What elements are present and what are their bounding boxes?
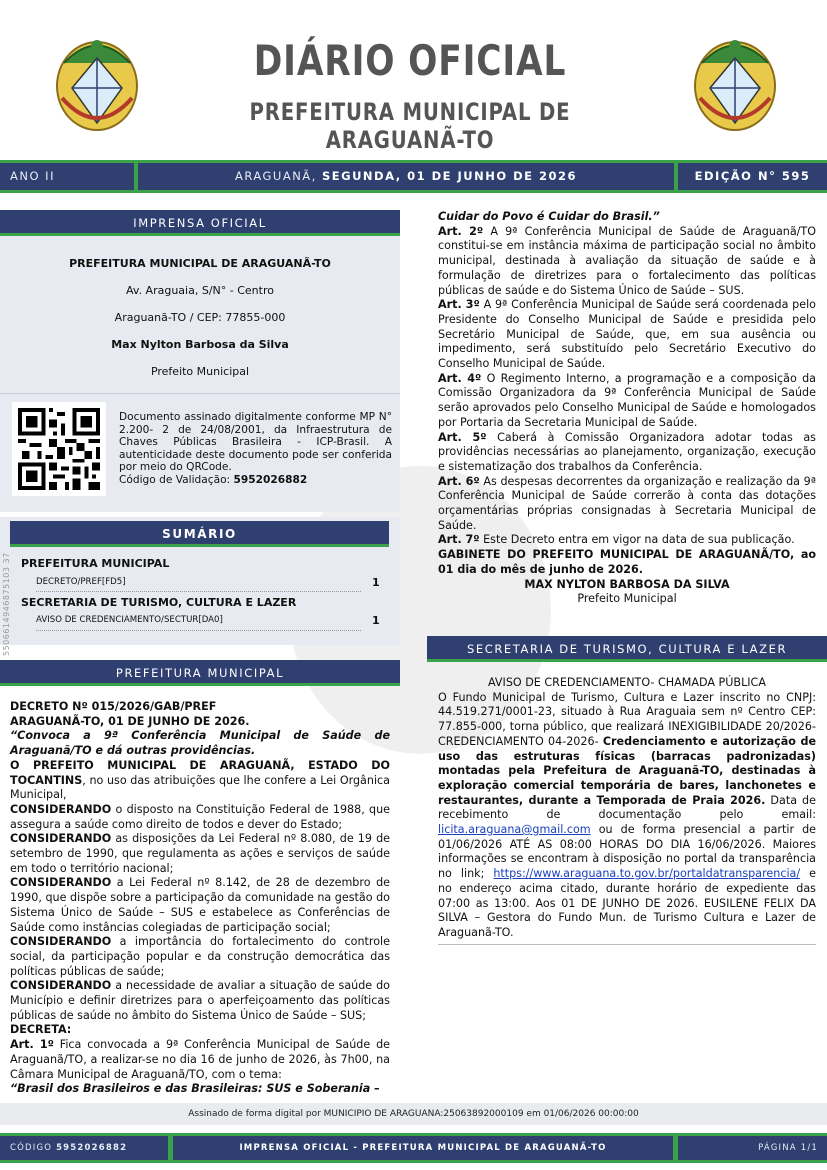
sumario-section-title: SECRETARIA DE TURISMO, CULTURA E LAZER <box>21 596 297 609</box>
page-subtitle: PREFEITURA MUNICIPAL DE ARAGUANÃ-TO <box>249 98 571 154</box>
decree-left-column: DECRETO Nº 015/2026/GAB/PREF ARAGUANÃ-TO, 01 DE JUNHO DE 2026. “Convoca a 9ª Conferência Municipal de Saúde de Araguanã/TO e dá outras providências. O PREFEITO MUNICIPAL DE ARAGUANÃ, ESTADO DO TOCANTINS, no uso das atribuições que lhe confere a Lei Orgânica Municipal, CONSIDERANDO o disposto na Constituição Federal de 1988, que assegura a saúde como direito de todos e dever do Estado; CONSIDERANDO as disposições da Lei Federal nº 8.080, de 19 de setembro de 1990, que regulamenta as ações e serviços de saúde em todo o território nacional; CONSIDERANDO a Lei Federal nº 8.142, de 28 de dezembro de 1990, que dispõe sobre a participação da comunidade na gestão do Sistema Único de Saúde – SUS e estabelece as Conferências de Saúde como instâncias colegiadas de participação social; CONSIDERANDO a importância do fortalecimento do controle social, da participação popular e da construção democrática das políticas públicas de saúde; CONSIDERANDO a necessidade de avaliar a situação de saúde do Município e definir diretrizes para o aperfeiçoamento das políticas públicas de saúde no âmbito do Sistema Único de Saúde – SUS; DECRETA: Art. 1º Fica convocada a 9ª Conferência Municipal de Saúde de Araguanã/TO, a realizar-se no dia 16 de junho de 2026, às 7h00, na Câmara Municipal de Araguanã/TO, com o tema: “Brasil dos Brasileiros e das Brasileiras: SUS e Soberania – <box>10 700 390 1096</box>
email-link[interactable]: licita.araguana@gmail.com <box>438 823 591 837</box>
org-name: PREFEITURA MUNICIPAL DE ARAGUANÃ-TO <box>69 257 331 270</box>
edition-bar <box>0 160 827 193</box>
page-title: DIÁRIO OFICIAL <box>253 36 567 85</box>
sumario-section-title: PREFEITURA MUNICIPAL <box>21 557 170 570</box>
secretaria-header: SECRETARIA DE TURISMO, CULTURA E LAZER <box>427 636 827 662</box>
qrcode-icon[interactable] <box>12 402 106 496</box>
signature-notice: Documento assinado digitalmente conforme MP N° 2.200- 2 de 24/08/2001, da Infraestrutura de Chaves Públicas Brasileira - ICP-Brasil. A autenticidade deste documento pode ser conferida por meio do QRCode. Código de Validação: 5952026882 <box>119 411 392 486</box>
sumario-header: SUMÁRIO <box>10 521 389 547</box>
footer-code: CÓDIGO 5952026882 <box>10 1143 128 1153</box>
footer-title: IMPRENSA OFICIAL - PREFEITURA MUNICIPAL DE ARAGUANÃ-TO <box>239 1143 607 1153</box>
sumario-item-link[interactable]: DECRETO/PREF[FD5] <box>36 577 126 587</box>
year-label: ANO II <box>10 169 55 183</box>
imprensa-header: IMPRENSA OFICIAL <box>0 210 400 236</box>
edition-label: EDIÇÃO N° 595 <box>694 169 811 183</box>
municipal-crest-icon <box>52 28 142 138</box>
org-city: Araguanã-TO / CEP: 77855-000 <box>114 311 286 324</box>
side-code: 5506614946875103 37 <box>2 552 11 656</box>
mayor-name: Max Nylton Barbosa da Silva <box>111 338 289 351</box>
org-address: Av. Araguaia, S/N° - Centro <box>126 284 274 297</box>
validation-code: 5952026882 <box>233 473 308 486</box>
footer-page: PÁGINA 1/1 <box>758 1143 818 1153</box>
sumario-item-link[interactable]: AVISO DE CREDENCIAMENTO/SECTUR[DA0] <box>36 615 223 625</box>
municipal-crest-icon <box>690 28 780 138</box>
transparency-portal-link[interactable]: https://www.araguana.to.gov.br/portaldatransparencia/ <box>493 867 801 881</box>
decree-title: DECRETO Nº 015/2026/GAB/PREF <box>10 700 217 713</box>
secretaria-notice: AVISO DE CREDENCIAMENTO- CHAMADA PÚBLICA O Fundo Municipal de Turismo, Cultura e Lazer inscrito no CNPJ: 44.519.271/0001-23, situado à Rua Araguaia sem nº Centro CEP: 77.855-000, torna público, que realizará INEXIGIBILIDADE 20/2026- CREDENCIAMENTO 04-2026- Credenciamento e autorização de uso das estruturas físicas (barracas padronizadas) montadas pela Prefeitura de Araguanã-TO, destinadas à exploração comercial temporária de bares, lanchonetes e restaurantes, durante a Temporada de Praia 2026. Data de recebimento de documentação pelo email: licita.araguana@gmail.com ou de forma presencial a partir de 01/06/2026 ATÉ AS 08:00 HORAS DO DIA 16/06/2026. Maiores informações se encontram à disposição no portal da transparência no link; https://www.araguana.to.gov.br/portaldatransparencia/ e no endereço acima citado, durante horário de expediente das 07:00 as 13:00. Aos 01 DE JUNHO DE 2026. EUSILENE FELIX DA SILVA – Gestora do Fundo Mun. de Turismo Cultura e Lazer de Araguanã-TO. <box>438 676 817 939</box>
mayor-role: Prefeito Municipal <box>150 365 250 378</box>
sumario-page-number: 1 <box>372 576 380 589</box>
prefeitura-header: PREFEITURA MUNICIPAL <box>0 660 400 686</box>
date-label: ARAGUANÃ, SEGUNDA, 01 DE JUNHO DE 2026 <box>234 169 578 183</box>
sumario-page-number: 1 <box>372 614 380 627</box>
footer-bar <box>0 1133 827 1163</box>
digital-signature-bar: Assinado de forma digital por MUNICIPIO DE ARAGUANA:25063892000109 em 01/06/2026 00:00:00 <box>0 1103 827 1125</box>
signer-name: MAX NYLTON BARBOSA DA SILVA <box>524 577 730 591</box>
decree-right-column: Cuidar do Povo é Cuidar do Brasil.” Art. 2º A 9ª Conferência Municipal de Saúde de Araguanã/TO constitui-se em instância máxima de participação social no âmbito municipal, destinada à avaliação da situação de saúde e à formulação de diretrizes para o fortalecimento das políticas públicas de saúde e do Sistema Único de Saúde – SUS. Art. 3º A 9ª Conferência Municipal de Saúde será coordenada pelo Presidente do Conselho Municipal de Saúde e presidida pelo Secretário Municipal de Saúde, que, em sua ausência ou impedimento, será substituído pelo Secretário Executivo do Conselho Municipal de Saúde. Art. 4º O Regimento Interno, a programação e a composição da Comissão Organizadora da 9ª Conferência Municipal de Saúde serão aprovados pelo Conselho Municipal de Saúde e homologados por Portaria da Secretaria Municipal de Saúde. Art. 5º Caberá à Comissão Organizadora adotar todas as providências necessárias ao planejamento, organização, execução e sistematização dos trabalhos da Conferência. Art. 6º As despesas decorrentes da organização e realização da 9ª Conferência Municipal de Saúde correrão à conta das dotações orçamentárias próprias consignadas à Secretaria Municipal de Saúde. Art. 7º Este Decreto entra em vigor na data de sua publicação. GABINETE DO PREFEITO MUNICIPAL DE ARAGUANÃ/TO, ao 01 dia do mês de junho de 2026. MAX NYLTON BARBOSA DA SILVA Prefeito Municipal <box>438 210 816 606</box>
